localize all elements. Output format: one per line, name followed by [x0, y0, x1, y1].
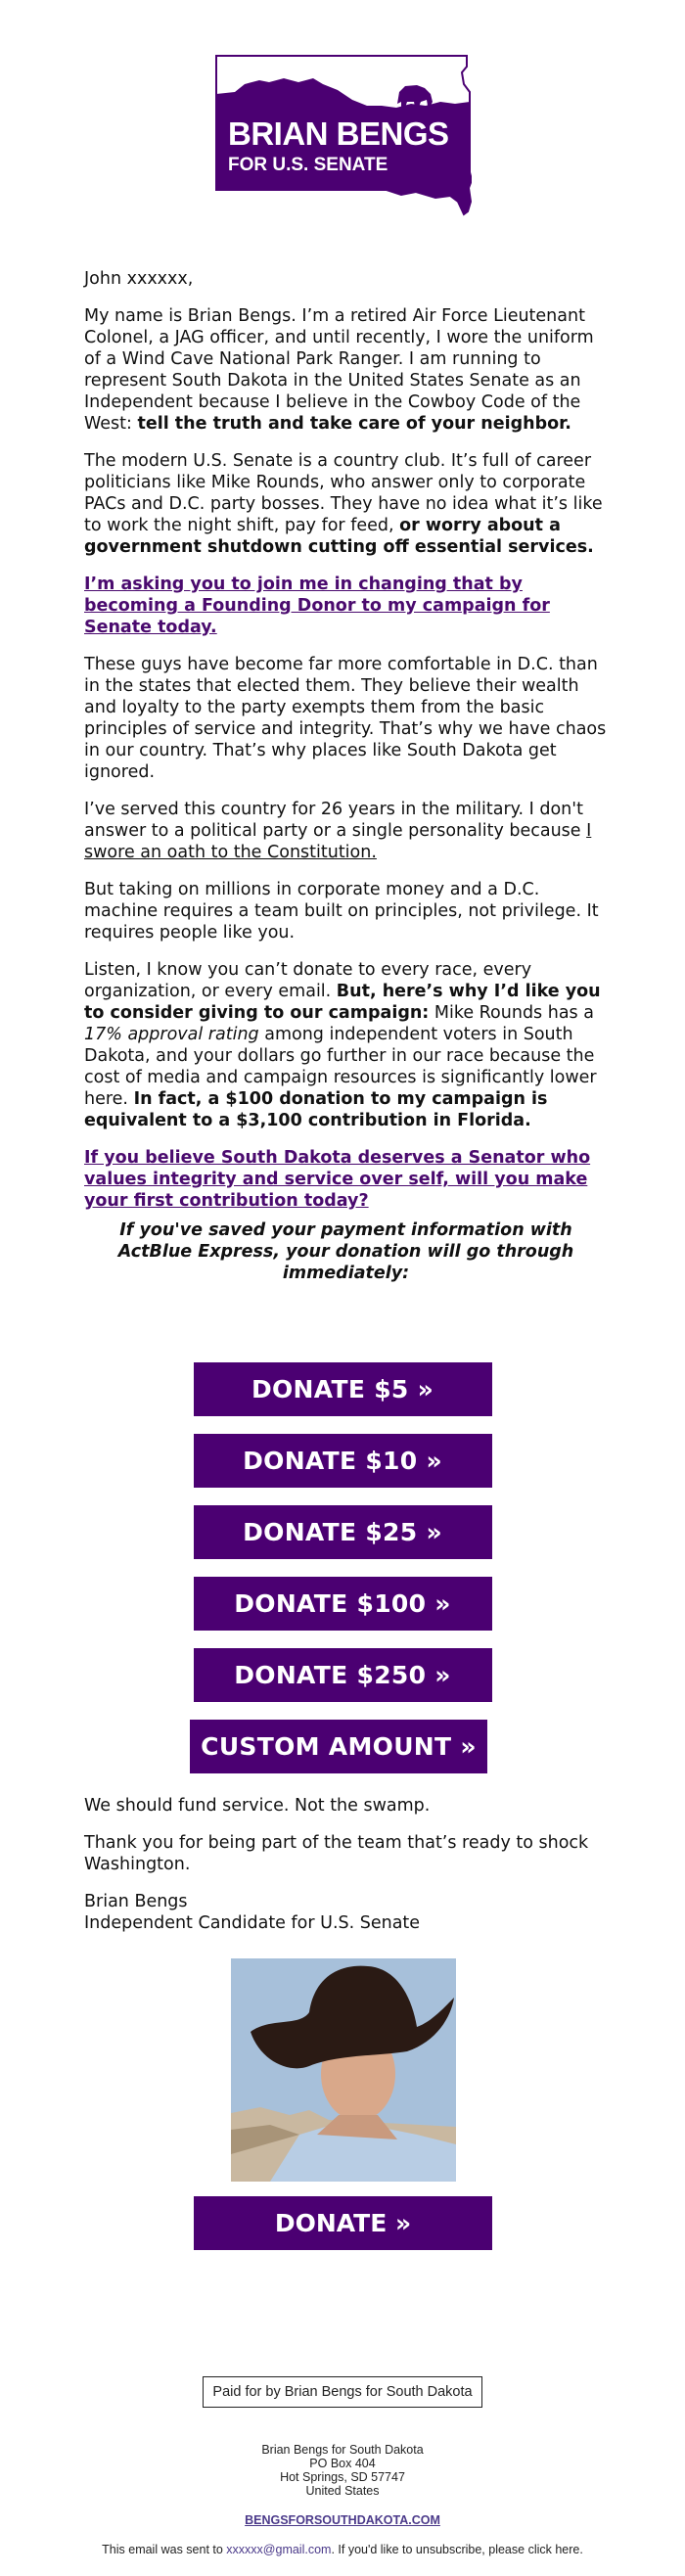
donate-5-button[interactable]: DONATE $5 » [194, 1362, 492, 1416]
website-link[interactable]: BENGSFORSOUTHDAKOTA.COM [245, 2513, 440, 2527]
donate-100-button[interactable]: DONATE $100 » [194, 1577, 492, 1631]
signature-title: Independent Candidate for U.S. Senate [84, 1913, 421, 1933]
paragraph-senate [84, 450, 608, 558]
paragraph-listen [84, 959, 608, 1131]
donate-250-button[interactable]: DONATE $250 » [194, 1648, 492, 1702]
candidate-portrait-icon [231, 1958, 456, 2182]
address-line: Hot Springs, SD 57747 [280, 2470, 405, 2484]
oath-text: I swore an oath to the Constitution. [84, 821, 592, 862]
listen-text: Listen, I know you can’t donate to every race, every organization, or every email. [84, 960, 532, 1001]
unsubscribe-link[interactable]: . If you'd like to unsubscribe, please click here. [331, 2543, 583, 2556]
intro-text: My name is Brian Bengs. I’m a retired Air Force Lieutenant Colonel, a JAG officer, and until recently, I wore the uniform of a Wind Cave National Park Ranger. I am running to represent South Dakota in the United States Senate as an Independent because I believe in the Cowboy Code of the West: [84, 306, 594, 434]
address-line: PO Box 404 [309, 2457, 376, 2470]
candidate-photo [231, 1958, 456, 2182]
donate-10-button[interactable]: DONATE $10 » [194, 1434, 492, 1488]
approval-rating-text: 17% approval rating [84, 1025, 259, 1044]
listen-text-3: among independent voters in South Dakota, and your dollars go further in our race because the cost of media and campaign resources is significantly lower here. [84, 1025, 597, 1109]
founding-donor-link[interactable]: I’m asking you to join me in changing that by becoming a Founding Donor to my campaign for Senate today. [84, 575, 550, 637]
sent-to-text: This email was sent to [102, 2543, 227, 2556]
closing-line-2: Thank you for being part of the team that’s ready to shock Washington. [84, 1833, 589, 1874]
paid-for-disclaimer: Paid for by Brian Bengs for South Dakota [203, 2376, 481, 2408]
service-text: I’ve served this country for 26 years in the military. I don't answer to a political party or a single personality because [84, 800, 587, 841]
mailing-address [0, 2443, 685, 2498]
address-line: Brian Bengs for South Dakota [261, 2443, 424, 2457]
intro-bold: tell the truth and take care of your neighbor. [137, 414, 571, 434]
paragraph-service [84, 799, 608, 863]
logo-subtitle: FOR U.S. SENATE [228, 155, 388, 175]
paragraph-money: But taking on millions in corporate money and a D.C. machine requires a team built on principles, not privilege. It requires people like you. [84, 880, 599, 943]
campaign-logo [215, 55, 472, 219]
donate-button[interactable]: DONATE » [194, 2196, 492, 2250]
paragraph-dc: These guys have become far more comfortable in D.C. than in the states that elected them. They believe their wealth and loyalty to the party exempts them from the basic principles of service and integrity. That’s why we have chaos in our country. That’s why places like South Dakota get ignored. [84, 655, 607, 782]
senate-bold: or worry about a government shutdown cutting off essential services. [84, 516, 594, 557]
closing-line-1: We should fund service. Not the swamp. [84, 1796, 431, 1816]
greeting: John xxxxxx, [84, 269, 194, 289]
florida-comparison-bold: In fact, a $100 donation to my campaign is equivalent to a $3,100 contribution in Florida. [84, 1089, 548, 1130]
closing [84, 1795, 608, 1950]
first-contribution-link[interactable]: If you believe South Dakota deserves a Senator who values integrity and service over self, will you make your first contribution today? [84, 1148, 591, 1211]
email-body [84, 268, 608, 1300]
unsubscribe-notice [0, 2543, 685, 2556]
logo-title: BRIAN BENGS [228, 115, 449, 152]
custom-amount-button[interactable]: CUSTOM AMOUNT » [190, 1720, 487, 1773]
listen-bold: But, here’s why I’d like you to consider giving to our campaign: [84, 982, 601, 1023]
footer [0, 2376, 685, 2556]
donate-25-button[interactable]: DONATE $25 » [194, 1505, 492, 1559]
signature [84, 1891, 608, 1934]
senate-text: The modern U.S. Senate is a country club. It’s full of career politicians like Mike Rounds, who answer only to corporate PACs and D.C. party bosses. They have no idea what it’s like to work the night shift, pay for feed, [84, 451, 603, 535]
donate-button-group [0, 1362, 685, 1773]
recipient-email-link[interactable]: xxxxxx@gmail.com [226, 2543, 332, 2556]
address-line: United States [305, 2484, 380, 2498]
signature-name: Brian Bengs [84, 1892, 188, 1911]
actblue-note: If you've saved your payment information with ActBlue Express, your donation will go through immediately: [117, 1220, 574, 1283]
paragraph-intro [84, 305, 608, 435]
listen-text-2: Mike Rounds has a [429, 1003, 594, 1023]
